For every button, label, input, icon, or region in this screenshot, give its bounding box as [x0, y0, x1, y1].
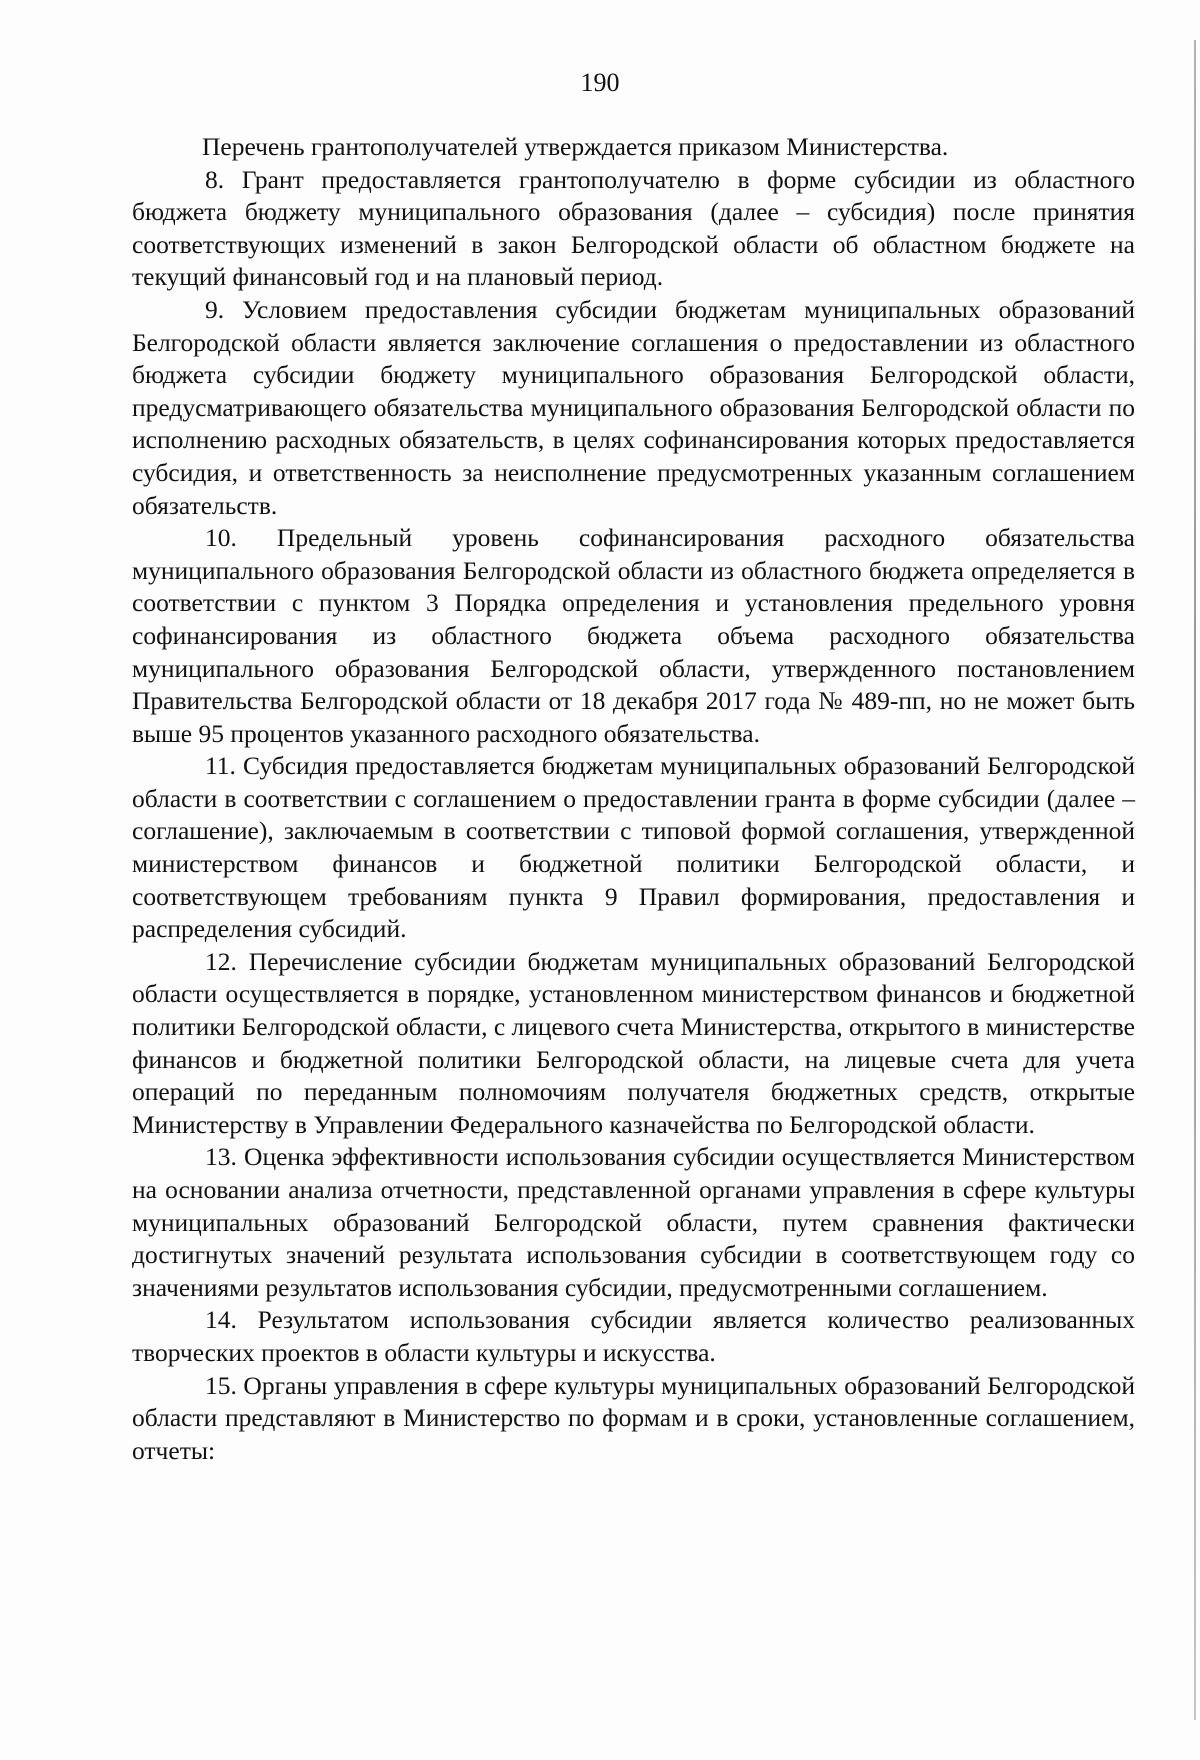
- paragraph-intro: Перечень грантополучателей утверждается приказом Министерства.: [202, 132, 949, 161]
- paragraph-12: 12. Перечисление субсидии бюджетам муниципальных образований Белгородской области осуществляется в порядке, установленном министерством финансов и бюджетной политики Белгородской области, с лицевого счета Министерства, открытого в министерстве финансов и бюджетной политики Белгородской области, на лицевые счета для учета операций по переданным полномочиям получателя бюджетных средств, открытые Министерству в Управлении Федерального казначейства по Белгородской области.: [132, 946, 1135, 1139]
- document-body: [132, 131, 1135, 1467]
- scan-edge-line: [1194, 40, 1196, 1720]
- paragraph-14: 14. Результатом использования субсидии является количество реализованных творческих проектов в области культуры и искусства.: [132, 1305, 1135, 1367]
- paragraph-10: 10. Предельный уровень софинансирования расходного обязательства муниципального образования Белгородской области из областного бюджета определяется в соответствии с пунктом 3 Порядка определения и установления предельного уровня софинансирования из областного бюджета объема расходного обязательства муниципального образования Белгородской области, утвержденного постановлением Правительства Белгородской области от 18 декабря 2017 года № 489-пп, но не может быть выше 95 процентов указанного расходного обязательства.: [132, 523, 1135, 748]
- paragraph-13: 13. Оценка эффективности использования субсидии осуществляется Министерством на основании анализа отчетности, представленной органами управления в сфере культуры муниципальных образований Белгородской области, путем сравнения фактически достигнутых значений результата использования субсидии в соответствующем году со значениями результатов использования субсидии, предусмотренными соглашением.: [132, 1142, 1135, 1302]
- page-number: 190: [580, 68, 620, 97]
- paragraph-15: 15. Органы управления в сфере культуры муниципальных образований Белгородской области представляют в Министерство по формам и в сроки, установленные соглашением, отчеты:: [132, 1370, 1135, 1465]
- paragraph-8: 8. Грант предоставляется грантополучателю в форме субсидии из областного бюджета бюджету муниципального образования (далее – субсидия) после принятия соответствующих изменений в закон Белгородской области об областном бюджете на текущий финансовый год и на плановый период.: [132, 164, 1135, 292]
- paragraph-9: 9. Условием предоставления субсидии бюджетам муниципальных образований Белгородской области является заключение соглашения о предоставлении из областного бюджета субсидии бюджету муниципального образования Белгородской области, предусматривающего обязательства муниципального образования Белгородской области по исполнению расходных обязательств, в целях софинансирования которых предоставляется субсидия, и ответственность за неисполнение предусмотренных указанным соглашением обязательств.: [132, 294, 1135, 520]
- paragraph-11: 11. Субсидия предоставляется бюджетам муниципальных образований Белгородской области в соответствии с соглашением о предоставлении гранта в форме субсидии (далее – соглашение), заключаемым в соответствии с типовой формой соглашения, утвержденной министерством финансов и бюджетной политики Белгородской области, и соответствующем требованиям пункта 9 Правил формирования, предоставления и распределения субсидий.: [132, 751, 1135, 944]
